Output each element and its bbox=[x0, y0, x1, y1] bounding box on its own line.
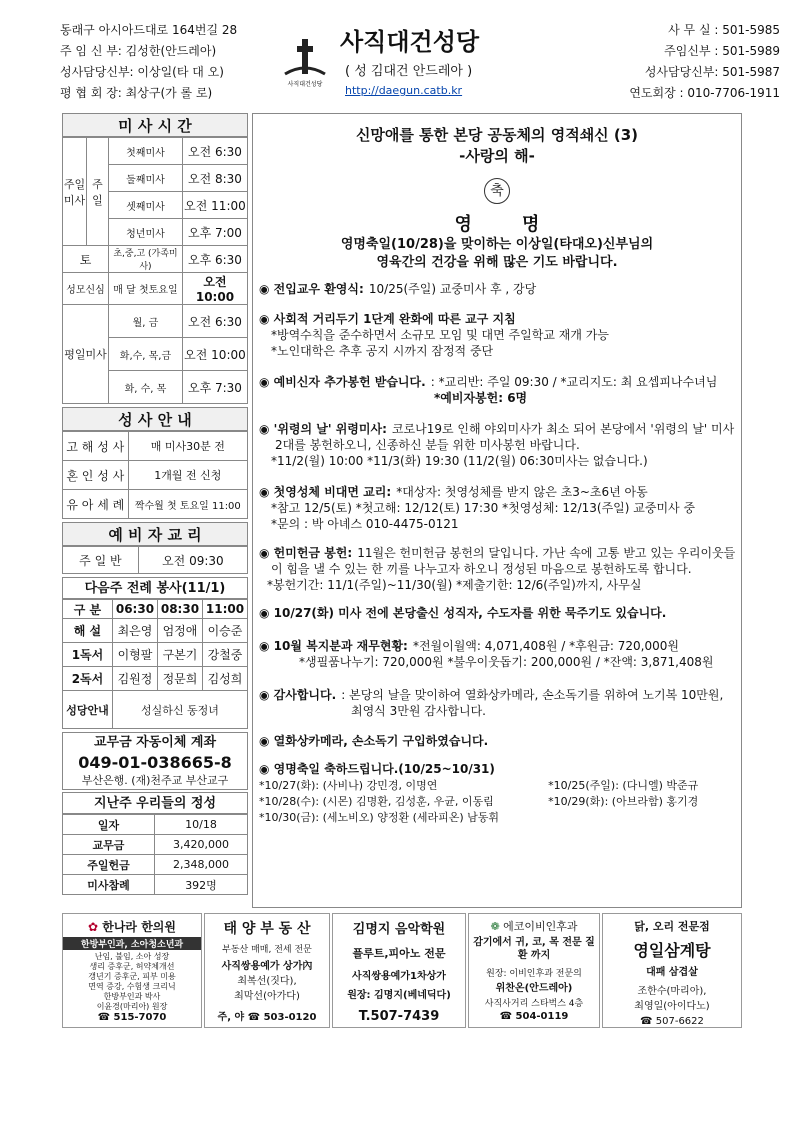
sacrament-value: 1개월 전 신청 bbox=[128, 461, 247, 490]
website-link[interactable]: http://daegun.catb.kr bbox=[345, 84, 463, 97]
offering-name: 미사참례 bbox=[63, 875, 155, 895]
celebration-text: 영육간의 건강을 위해 많은 기도 바랍니다. bbox=[376, 255, 618, 270]
weekday-label: 평일미사 bbox=[63, 305, 109, 404]
notice-item bbox=[259, 684, 741, 719]
header-right bbox=[545, 20, 780, 104]
holy-name: 매 달 첫토요일 bbox=[109, 273, 183, 305]
sunday-sub: 주일 bbox=[87, 138, 109, 246]
feast-cell: *10/25(주일): (다니엘) 박준규 bbox=[548, 779, 699, 792]
notice-title: ◉ 열화상카메라, 손소독기 구입하였습니다. bbox=[259, 734, 489, 748]
sacrament-name: 고 해 성 사 bbox=[63, 432, 129, 461]
sunday-label: 주일미사 bbox=[63, 138, 87, 246]
notice-title: ◉ 사회적 거리두기 1단계 완화에 따른 교구 지침 bbox=[259, 312, 516, 326]
ad-title: 태 양 부 동 산 bbox=[223, 921, 311, 937]
notice-item bbox=[259, 481, 741, 532]
notice-line: 이 힘을 낼 수 있는 한 끼를 나누고자 하오니 정성된 마음으로 봉헌하도록 합니다. bbox=[271, 562, 692, 576]
ad-name bbox=[63, 918, 201, 935]
notice-line: *노인대학은 추후 공지 시까지 잠정적 중단 bbox=[271, 344, 494, 358]
feast-cell: *10/30(금): (세노비오) 양정환 (세라피온) 남동휘 bbox=[259, 811, 500, 824]
notice-line: *방역수칙을 준수하면서 소규모 모임 및 대면 주일학교 재개 가능 bbox=[271, 328, 609, 342]
ad-line: 대패 삼겹살 bbox=[646, 967, 698, 978]
notice-title: ◉ 헌미헌금 봉헌: bbox=[259, 546, 353, 560]
ad-line: 최복선(짓다), bbox=[237, 976, 297, 987]
ad-title: 닭, 오리 전문점 bbox=[634, 920, 710, 933]
catechumen-value: 오전 09:30 bbox=[138, 547, 247, 574]
ad-ent-clinic bbox=[468, 913, 600, 1028]
feast-cell: *10/28(수): (시몬) 김명환, 김성훈, 우균, 이동림 bbox=[259, 795, 494, 808]
offering-value: 2,348,000 bbox=[155, 855, 248, 875]
ad-phone: ☎ 507-6622 bbox=[640, 1016, 704, 1027]
sacrament-table bbox=[62, 431, 248, 519]
pastor: 주 임 신 부: 김성한(안드레아) bbox=[60, 44, 217, 58]
liturgy-role: 해 설 bbox=[63, 619, 113, 643]
funeral-phone: 연도회장 : 010-7706-1911 bbox=[629, 86, 780, 100]
ad-line: 면역 증강, 수험생 크리닉 bbox=[88, 982, 176, 991]
notice-line: *봉헌기간: 11/1(주일)~11/30(월) *제출기한: 12/6(주일)까지, 사무실 bbox=[267, 578, 642, 592]
offering-value: 10/18 bbox=[155, 815, 248, 835]
mass-name: 청년미사 bbox=[109, 219, 183, 246]
ad-line: 사직쌍용예가 상가內 bbox=[221, 961, 313, 972]
address: 동래구 아시아드대로 164번길 28 bbox=[60, 23, 238, 37]
ad-line: 원장: 김명지(베네딕다) bbox=[347, 990, 451, 1001]
notice-line: 2대를 봉헌하오니, 신종하신 분들 위한 미사봉헌 바랍니다. bbox=[275, 438, 580, 452]
notice-item bbox=[259, 542, 741, 593]
mass-time: 오전 11:00 bbox=[182, 192, 247, 219]
ad-tag: 부동산 매매, 전세 전문 bbox=[222, 945, 312, 955]
ad-tag: 영일삼계탕 bbox=[633, 941, 711, 960]
ad-phone: ☎ 515-7070 bbox=[97, 1012, 167, 1023]
ad-line: 최막선(아가다) bbox=[234, 991, 300, 1002]
celebration-badge: 축 bbox=[484, 178, 510, 204]
liturgy-cell: 김성희 bbox=[202, 667, 247, 691]
ad-line: 사직쌍용예가1차상가 bbox=[352, 971, 446, 982]
notice-title: ◉ 첫영성체 비대면 교리: bbox=[259, 485, 392, 499]
bank-title: 교무금 자동이체 계좌 bbox=[93, 735, 217, 750]
liturgy-cell: 정문희 bbox=[157, 667, 202, 691]
clinic-logo-icon: ❁ bbox=[490, 920, 500, 933]
ad-line: 생리 증후군, 허약체개선 bbox=[89, 962, 175, 971]
ad-tag: 플루트,피아노 전문 bbox=[352, 947, 446, 960]
offering-value: 3,420,000 bbox=[155, 835, 248, 855]
ad-line: 위찬온(안드레아) bbox=[495, 983, 573, 994]
mass-table bbox=[62, 137, 248, 404]
notice-line: : 본당의 날을 맞이하여 열화상카메라, 손소독기를 위하여 노기복 10만원, bbox=[341, 688, 724, 702]
bank-box bbox=[62, 732, 248, 790]
liturgy-table bbox=[62, 599, 248, 729]
liturgy-header: 06:30 bbox=[112, 600, 157, 619]
bank-number: 049-01-038665-8 bbox=[78, 753, 232, 772]
weekday-time: 오후 7:30 bbox=[182, 371, 247, 404]
notice-line: *예비자봉헌: 6명 bbox=[434, 391, 528, 405]
parish-subtitle: ( 성 김대건 안드레아 ) bbox=[345, 64, 473, 79]
offering-table bbox=[62, 814, 248, 895]
council-president: 평 협 회 장: 최상구(가 롤 로) bbox=[60, 86, 213, 100]
guide-label: 성당안내 bbox=[63, 691, 113, 729]
notice-line: : *교리반: 주일 09:30 / *교리지도: 최 요셉피나수녀님 bbox=[430, 375, 718, 389]
holy-time: 오전 10:00 bbox=[182, 273, 247, 305]
catechumen-table bbox=[62, 546, 248, 574]
left-column bbox=[62, 113, 248, 895]
mass-name: 첫째미사 bbox=[109, 138, 183, 165]
ad-phone: T.507-7439 bbox=[358, 1009, 440, 1024]
liturgy-cell: 이형팔 bbox=[112, 643, 157, 667]
offering-name: 일자 bbox=[63, 815, 155, 835]
office-phone: 사 무 실 : 501-5985 bbox=[668, 23, 780, 37]
notice-title: ◉ 10/27(화) 미사 전에 본당출신 성직자, 수도자를 위한 묵주기도 있습니다. bbox=[259, 606, 667, 620]
ad-title: 김명지 음악학원 bbox=[352, 922, 446, 937]
ad-title bbox=[469, 918, 599, 934]
mass-name: 셋째미사 bbox=[109, 192, 183, 219]
liturgy-role: 2독서 bbox=[63, 667, 113, 691]
ad-oriental-clinic bbox=[62, 913, 202, 1028]
sat-name: 초,중,고 (가족미사) bbox=[109, 246, 183, 273]
catechumen-name: 주 일 반 bbox=[63, 547, 139, 574]
notice-line: *참고 12/5(토) *첫고해: 12/12(토) 17:30 *첫영성체: 12/13(주일) 교중미사 중 bbox=[271, 501, 696, 515]
notice-item bbox=[259, 605, 741, 621]
notice-line: *생필품나누기: 720,000원 *불우이웃돕기: 200,000원 / *잔액: 3,871,408원 bbox=[299, 655, 714, 669]
liturgy-cell: 이승준 bbox=[202, 619, 247, 643]
notice-item bbox=[259, 371, 741, 406]
celebration-text: 영명축일(10/28)을 맞이하는 이상일(타대오)신부님의 bbox=[340, 237, 654, 252]
offering-name: 주일헌금 bbox=[63, 855, 155, 875]
offering-title: 지난주 우리들의 정성 bbox=[62, 792, 248, 814]
weekday-name: 화,수, 목,금 bbox=[109, 338, 183, 371]
assistant-phone: 성사담당신부: 501-5987 bbox=[644, 65, 780, 79]
ad-line: 한방부인과 박사 bbox=[103, 992, 161, 1001]
sat-label: 토 bbox=[63, 246, 109, 273]
header-left bbox=[60, 20, 260, 104]
svg-text:사직대건성당: 사직대건성당 bbox=[287, 81, 323, 88]
main-heading: 신망애를 통한 본당 공동체의 영적쇄신 (3) bbox=[355, 126, 639, 144]
notice-item bbox=[259, 278, 741, 297]
main-content bbox=[252, 113, 742, 908]
ad-line: 조한수(마리아), bbox=[637, 986, 707, 997]
sacrament-name: 유 아 세 례 bbox=[63, 490, 129, 519]
notice-line: *대상자: 첫영성체를 받지 않은 초3~초6년 아동 bbox=[396, 485, 648, 499]
notice-title: ◉ 10월 복지분과 재무현황: bbox=[259, 639, 408, 653]
notice-item bbox=[259, 418, 741, 469]
ad-line: 원장: 이비인후과 전문의 bbox=[486, 969, 582, 979]
assistant-priest: 성사담당신부: 이상일(타 대 오) bbox=[60, 65, 224, 79]
notice-line: 코로나19로 인해 야외미사가 최소 되어 본당에서 '위령의 날' 미사 bbox=[391, 422, 735, 436]
liturgy-cell: 김원정 bbox=[112, 667, 157, 691]
liturgy-title: 다음주 전례 봉사(11/1) bbox=[62, 577, 248, 599]
ad-phone: 주, 야 ☎ 503-0120 bbox=[217, 1012, 317, 1023]
main-subheading: -사랑의 해- bbox=[459, 147, 535, 165]
feast-table bbox=[259, 777, 729, 825]
flower-icon: ✿ bbox=[88, 920, 99, 934]
feast-cell: *10/29(화): (아브라함) 홍기경 bbox=[548, 795, 699, 808]
notice-item bbox=[259, 733, 741, 749]
notice-title: ◉ 전입교우 환영식: bbox=[259, 282, 364, 296]
ad-line: 최영일(아이다노) bbox=[634, 1001, 710, 1012]
parish-title: 사직대건성당 bbox=[340, 28, 480, 56]
mass-title: 미 사 시 간 bbox=[62, 113, 248, 137]
ad-line: 이윤경(마리아) 원장 bbox=[96, 1002, 168, 1011]
liturgy-header: 구 분 bbox=[63, 600, 113, 619]
celebration-title: 영 명 bbox=[454, 214, 540, 235]
header bbox=[60, 20, 780, 110]
ad-real-estate bbox=[204, 913, 330, 1028]
ad-tag: 감기에서 귀, 코, 목 전문 질환 까지 bbox=[473, 937, 595, 961]
sacrament-value: 짝수월 첫 토요일 11:00 bbox=[128, 490, 247, 519]
ad-name: 에코이비인후과 bbox=[503, 920, 578, 933]
mass-time: 오전 6:30 bbox=[182, 138, 247, 165]
notice-title: ◉ 영명축일 축하드립니다.(10/25~10/31) bbox=[259, 762, 495, 776]
sacrament-value: 매 미사30분 전 bbox=[128, 432, 247, 461]
pastor-phone: 주임신부 : 501-5989 bbox=[664, 44, 780, 58]
notice-item bbox=[259, 761, 741, 825]
guide-value: 성실하신 동정녀 bbox=[112, 691, 247, 729]
liturgy-cell: 강철중 bbox=[202, 643, 247, 667]
ad-samgyetang bbox=[602, 913, 742, 1028]
mass-time: 오후 7:00 bbox=[182, 219, 247, 246]
liturgy-header: 08:30 bbox=[157, 600, 202, 619]
notice-line: *문의 : 박 아녜스 010-4475-0121 bbox=[271, 517, 459, 531]
ad-line: 사직사거리 스타벅스 4층 bbox=[484, 999, 584, 1009]
notice-line: 최영식 3만원 감사합니다. bbox=[351, 704, 486, 718]
notice-item bbox=[259, 635, 741, 670]
offering-value: 392명 bbox=[155, 875, 248, 895]
notice-line: 11월은 헌미헌금 봉헌의 달입니다. 가난 속에 고통 받고 있는 우리이웃들 bbox=[357, 546, 736, 560]
ad-line: 난임, 불임, 소아 성장 bbox=[94, 952, 170, 961]
notice-title: ◉ 감사합니다. bbox=[259, 688, 337, 702]
offering-name: 교무금 bbox=[63, 835, 155, 855]
mass-name: 둘째미사 bbox=[109, 165, 183, 192]
liturgy-cell: 최은영 bbox=[112, 619, 157, 643]
feast-cell bbox=[548, 809, 729, 825]
notice-title: ◉ 예비신자 추가봉헌 받습니다. bbox=[259, 375, 426, 389]
notices bbox=[253, 278, 741, 825]
liturgy-cell: 구본기 bbox=[157, 643, 202, 667]
liturgy-cell: 엄정애 bbox=[157, 619, 202, 643]
bank-name: 부산은행. (재)천주교 부산교구 bbox=[81, 774, 229, 787]
ad-title: 한나라 한의원 bbox=[102, 920, 176, 934]
holy-label: 성모신심 bbox=[63, 273, 109, 305]
liturgy-header: 11:00 bbox=[202, 600, 247, 619]
weekday-time: 오전 6:30 bbox=[182, 305, 247, 338]
weekday-name: 화, 수, 목 bbox=[109, 371, 183, 404]
catechumen-title: 예 비 자 교 리 bbox=[62, 522, 248, 546]
notice-line: *11/2(월) 10:00 *11/3(화) 19:30 (11/2(월) 06:30미사는 없습니다.) bbox=[271, 454, 648, 468]
notice-line: 10/25(주일) 교중미사 후 , 강당 bbox=[368, 282, 537, 296]
notice-item bbox=[259, 311, 741, 359]
ad-tag: 한방부인과, 소아청소년과 bbox=[63, 937, 201, 950]
weekday-name: 월, 금 bbox=[109, 305, 183, 338]
notice-title: ◉ '위령의 날' 위령미사: bbox=[259, 422, 387, 436]
feast-cell: *10/27(화): (사비나) 강민경, 이명연 bbox=[259, 779, 438, 792]
liturgy-role: 1독서 bbox=[63, 643, 113, 667]
ad-phone: ☎ 504-0119 bbox=[499, 1011, 569, 1022]
notice-line: *전월이월액: 4,071,408원 / *후원금: 720,000원 bbox=[412, 639, 679, 653]
ad-line: 갱년기 증후군, 피부 미용 bbox=[88, 972, 176, 981]
mass-time: 오전 8:30 bbox=[182, 165, 247, 192]
sacrament-title: 성 사 안 내 bbox=[62, 407, 248, 431]
sat-time: 오후 6:30 bbox=[182, 246, 247, 273]
parish-logo bbox=[275, 34, 335, 94]
ad-music-academy bbox=[332, 913, 466, 1028]
sacrament-name: 혼 인 성 사 bbox=[63, 461, 129, 490]
weekday-time: 오전 10:00 bbox=[182, 338, 247, 371]
